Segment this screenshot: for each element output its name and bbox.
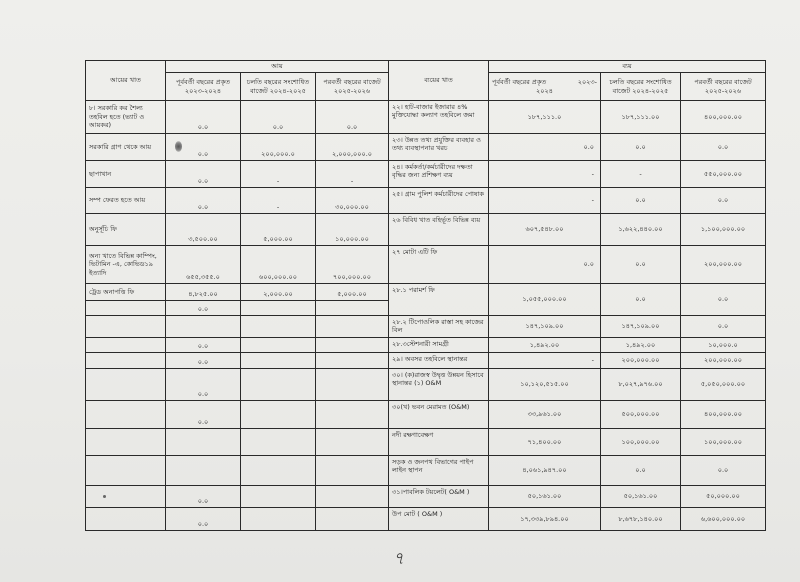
expense-value-text: ১০,১২০,৫১৫.০০: [520, 380, 569, 389]
expense-value-text: ৪০০,০০০.০০: [704, 410, 742, 419]
income-value-text: ০.০: [197, 341, 209, 350]
expense-value: [489, 161, 601, 188]
expense-value: [601, 188, 681, 214]
income-row-label: [86, 161, 166, 188]
income-group: আয়: [271, 62, 283, 71]
col-year: বাজেট ২০২৪-২০২৫: [250, 86, 306, 95]
income-value: [316, 429, 389, 456]
col-title: পরবর্তী বছরের বাজেট: [323, 78, 381, 87]
col-title: চলতি বছরের সংশোধিত: [246, 78, 310, 87]
expense-value-text: -: [639, 169, 642, 178]
expense-value: [489, 508, 601, 531]
expense-value: [489, 246, 601, 284]
col-title: পূর্ববর্তী বছরের প্রকৃত: [492, 78, 547, 87]
expense-value-text: ১,৪৯২.০০: [529, 340, 560, 349]
income-value: [316, 338, 389, 353]
income-value: [166, 284, 241, 301]
income-value: [241, 188, 316, 214]
income-value: [316, 353, 389, 369]
expense-value-text: ১,৬২২,৪৪০.০০: [618, 225, 663, 234]
income-row-label: [86, 134, 166, 161]
expense-value: [489, 486, 601, 508]
col-title: চলতি বছরের সংশোধিত: [609, 78, 672, 87]
expense-value: [681, 161, 766, 188]
income-head: আয়ের খাত: [110, 76, 141, 85]
income-row-label-text: ছাপাখান: [89, 169, 112, 178]
expense-value: [601, 214, 681, 246]
income-row-label: [86, 401, 166, 429]
expense-value-text: ২০০,০০০.০০: [704, 260, 742, 269]
expense-value-text: ১,০৫৫,০০০.০০: [522, 295, 567, 304]
income-value: [316, 486, 389, 508]
expense-value: [681, 456, 766, 486]
expense-value: [681, 429, 766, 456]
expense-value: [489, 353, 601, 369]
income-value-text: -: [276, 202, 280, 211]
expense-row-label: [389, 316, 489, 338]
income-value: [166, 188, 241, 214]
expense-col-next-budget: [681, 73, 766, 101]
expense-value-text: ২০০,০০০.০০: [621, 356, 660, 365]
income-value-text: -: [350, 176, 354, 185]
expense-value-text: ৬০৭,৫৪৮.০০: [525, 225, 564, 234]
income-value-text: ০.০: [197, 496, 209, 505]
col-year: ২০২৩-২০২৪: [184, 86, 222, 95]
expense-value: [601, 353, 681, 369]
income-value: [316, 284, 389, 301]
income-value: [241, 134, 316, 161]
income-value-text: ২,০০০,০০০.০: [331, 149, 372, 158]
income-value: [241, 369, 316, 401]
income-row-label: [86, 456, 166, 486]
income-value: [166, 301, 241, 316]
ink-speck: [103, 495, 106, 498]
income-value-text: ০.০: [272, 122, 284, 131]
income-col-previous-actual: [166, 73, 241, 101]
expense-value-text: ০.০: [717, 466, 729, 475]
expense-value-text: ৫০,০০০.০০: [706, 492, 740, 501]
expense-row-label: [389, 508, 489, 531]
income-row-label-text: ৮। সরকারি কর শৈল্য তহবিল হতে (ভ্যাট ও আয়কর): [89, 104, 145, 130]
expense-row-label-text: সড়ক ও জনপথ বিভাগের পাইপ লাইন স্থাপন: [392, 458, 474, 475]
expense-row-label-text: নদী রক্ষণাবেক্ষণ: [392, 431, 434, 439]
expense-value-text: -: [591, 356, 594, 365]
expense-value: [489, 338, 601, 353]
expense-value-text: -: [591, 196, 594, 205]
expense-row-label: [389, 134, 489, 161]
expense-value: [681, 316, 766, 338]
income-row-label: [86, 508, 166, 531]
income-row-label-text: সরকারি গ্রাণ থেকে আয়: [89, 142, 152, 151]
expense-value: [681, 369, 766, 401]
income-value: [241, 508, 316, 531]
expense-row-label: [389, 284, 489, 316]
expense-value: [681, 246, 766, 284]
expense-head: ব্যয়ের খাত: [424, 76, 453, 85]
income-value-text: -: [276, 176, 280, 185]
income-row-label-text: ট্রেড অনাপত্তি ফি: [89, 287, 135, 296]
income-value: [316, 161, 389, 188]
expense-row-label-text: ২৭ মোটা এটি ফি: [392, 248, 438, 256]
expense-row-label: [389, 456, 489, 486]
income-value: [166, 161, 241, 188]
expense-value: [601, 161, 681, 188]
income-row-label: [86, 338, 166, 353]
income-value-text: ৩,৫০০.০০: [188, 234, 218, 243]
expense-row-label-text: ৩০(খ) ভবন মেরামত (O&M): [392, 403, 470, 411]
expense-value-text: ১৮৭,১১১.০০: [621, 112, 660, 121]
expense-value: [681, 188, 766, 214]
expense-value-text: ১৪৭,১০৯.০০: [525, 322, 564, 331]
income-value-text: ০.০: [197, 389, 209, 398]
expense-value-text: ৫০০,০০০.০০: [621, 410, 660, 419]
col-year: ২০২৫-২০২৬: [333, 86, 371, 95]
expense-row-label: [389, 246, 489, 284]
expense-group: ব্যয়: [622, 62, 632, 71]
expense-value-text: ০.০: [635, 295, 646, 304]
expense-row-label-text: উপ মোট ( O&M ): [392, 510, 443, 518]
income-value-text: ০.০: [197, 417, 209, 426]
expense-row-label-text: ২৪। কর্মকর্তা/কর্মচারীদের দক্ষতা বৃদ্ধির জন্য প্রশিক্ষণ ব্যয়: [392, 163, 473, 180]
expense-value-text: ৩৩,৯৬১.০০: [527, 410, 562, 419]
income-value: [316, 246, 389, 284]
income-value: [241, 401, 316, 429]
income-head-cell: [86, 61, 166, 101]
income-row-label: [86, 284, 166, 301]
income-value: [241, 353, 316, 369]
income-value: [166, 401, 241, 429]
expense-row-label-text: ২৯। অবসর তহবিলে স্থানান্তর: [392, 355, 468, 363]
page-number: ৭: [393, 549, 405, 569]
expense-value-text: ১৭,৩৩৯,৮৯৪.০০: [520, 514, 569, 523]
expense-value: [489, 134, 601, 161]
expense-value-text: ৫৫০,০০০.০০: [704, 169, 742, 178]
expense-value: [601, 134, 681, 161]
income-row-label: [86, 353, 166, 369]
income-row-label: [86, 246, 166, 284]
expense-row-label: [389, 401, 489, 429]
expense-value: [601, 456, 681, 486]
col-year: ২০২৪: [536, 86, 553, 95]
expense-value: [601, 246, 681, 284]
expense-value: [489, 188, 601, 214]
expense-value: [601, 284, 681, 316]
expense-row-label-text: ২৮.১ পরামর্শ ফি: [392, 286, 435, 294]
income-value: [241, 161, 316, 188]
expense-value: [601, 338, 681, 353]
expense-value-text: ৫০,১৬১.০০: [623, 492, 658, 501]
income-row-label-text: সম্প ফেরত হতে আয়: [89, 196, 146, 205]
expense-value: [489, 316, 601, 338]
income-value: [316, 101, 389, 134]
expense-row-label-text: ৩১।পাবলিক টয়লেট( O&M ): [392, 488, 470, 496]
expense-row-label: [389, 188, 489, 214]
expense-value-text: -: [591, 169, 594, 178]
income-col-next-budget: [316, 73, 389, 101]
income-value-text: ০.০: [197, 149, 209, 158]
income-value: [316, 316, 389, 338]
income-value: [316, 508, 389, 531]
expense-value-text: ০.০: [635, 466, 646, 475]
income-value: [241, 101, 316, 134]
income-value: [316, 214, 389, 246]
income-value-text: ৩০,০০০.০০: [335, 202, 369, 211]
income-value-text: ৪,৮২৫.০০: [188, 289, 218, 298]
expense-value-text: ০.০: [717, 142, 729, 151]
expense-value: [489, 456, 601, 486]
expense-value: [489, 101, 601, 134]
expense-value-text: ১০,০০০.০: [708, 340, 738, 349]
expense-value: [681, 338, 766, 353]
expense-value: [681, 353, 766, 369]
income-value-text: ০.০: [197, 304, 209, 313]
expense-value-text: ০.০: [717, 196, 729, 205]
income-value: [166, 101, 241, 134]
income-value-text: ২০০,০০০.০: [261, 149, 295, 158]
income-value: [241, 338, 316, 353]
expense-value-text: ০.০: [635, 142, 646, 151]
expense-value: [601, 316, 681, 338]
income-value: [166, 214, 241, 246]
income-value-text: ১০,০০০.০০: [335, 234, 369, 243]
income-value-text: ২,০০০.০০: [263, 289, 293, 298]
income-value-text: ৬০০,০০০.০০: [259, 272, 297, 281]
expense-value-text: ৪,০৬১,৯৪৭.০০: [522, 466, 567, 475]
expense-value: [489, 429, 601, 456]
income-value-text: ০.০: [197, 519, 209, 528]
expense-value: [681, 508, 766, 531]
expense-row-label-text: ২২। হাট-বাজার ইজারার ৪% মুক্তিযোদ্ধা কল্যাণ তহবিলে জমা: [392, 103, 475, 120]
expense-value-text: ৭১,৪০০.০০: [527, 437, 562, 446]
expense-head-cell: [389, 61, 489, 101]
expense-row-label: [389, 429, 489, 456]
expense-value: [601, 101, 681, 134]
expense-value-text: ১৮৭,১১১.০: [527, 112, 562, 121]
income-value: [166, 429, 241, 456]
income-value: [241, 301, 316, 316]
income-value: [241, 246, 316, 284]
expense-value-text: ১,১০০,০০০.০০: [700, 225, 746, 234]
income-value: [166, 508, 241, 531]
expense-value: [681, 134, 766, 161]
expense-value-text: ১০০,০০০.০০: [704, 437, 742, 446]
expense-value: [601, 401, 681, 429]
expense-value: [681, 486, 766, 508]
expense-value: [681, 284, 766, 316]
expense-row-label: [389, 161, 489, 188]
income-value: [316, 301, 389, 316]
expense-value-text: ১,৪৯২.০০: [625, 340, 656, 349]
income-value: [316, 401, 389, 429]
income-row-label: [86, 369, 166, 401]
income-row-label: [86, 214, 166, 246]
income-value: [316, 188, 389, 214]
income-value-text: ০.০: [197, 357, 209, 366]
expense-value-text: ০.০: [635, 260, 646, 269]
expense-col-current-revised: [601, 73, 681, 101]
expense-value-text: ০.০: [583, 260, 594, 269]
expense-value: [601, 369, 681, 401]
income-value: [166, 486, 241, 508]
expense-value: [489, 214, 601, 246]
expense-value: [681, 214, 766, 246]
income-col-current-revised: [241, 73, 316, 101]
income-row-label-text: অনুর্সূচি ফি: [89, 225, 117, 234]
income-value: [316, 134, 389, 161]
income-row-label: [86, 101, 166, 134]
income-row-label-text: অন্য খাতে বিভিন্ন কাম্পিং, ভিটামিন -এ, কোভিড১৯ ইত্যাদি: [89, 251, 157, 277]
expense-value-text: ০.০: [717, 322, 729, 331]
col-year: ২০২৫-২০২৬: [704, 86, 742, 95]
income-value-text: ০.০: [197, 202, 209, 211]
expense-value-text: ৬,৬০০,০০০.০০: [700, 514, 746, 523]
col-year-start: ২০২৩-: [577, 78, 597, 87]
expense-row-label: [389, 214, 489, 246]
col-year: বাজেট ২০২৪-২০২৫: [612, 86, 669, 95]
expense-value-text: ৮,০২৭,৯৭৬.০০: [618, 380, 663, 389]
expense-group-cell: [489, 61, 766, 73]
expense-row-label: [389, 486, 489, 508]
expense-row-label-text: ৩০। (ক)রাজস্ব উদ্বৃত্ত উন্নয়ন হিসাবে স্থানান্তর (১) O&M: [392, 371, 484, 388]
income-group-cell: [166, 61, 389, 73]
income-value: [166, 316, 241, 338]
income-value: [316, 369, 389, 401]
income-value-text: ০.০: [197, 176, 209, 185]
col-title: পরবর্তী বছরের বাজেট: [694, 78, 752, 87]
expense-value-text: ৪০০,০০০.০০: [704, 112, 742, 121]
expense-value: [489, 401, 601, 429]
expense-row-label: [389, 101, 489, 134]
expense-row-label: [389, 369, 489, 401]
expense-value: [681, 401, 766, 429]
expense-value-text: ১৪৭,১০৯.০০: [621, 322, 660, 331]
expense-value: [681, 101, 766, 134]
income-row-label: [86, 429, 166, 456]
income-value: [241, 456, 316, 486]
expense-value-text: ৫,০৫০,০০০.০০: [700, 380, 746, 389]
income-value: [241, 486, 316, 508]
expense-value-text: ১০০,০০০.০০: [621, 437, 660, 446]
income-value-text: ৬৫৫,৩৫৫.০: [186, 272, 220, 281]
expense-value-text: ৫০,১৬১.০০: [527, 492, 562, 501]
income-value: [241, 316, 316, 338]
income-value: [166, 353, 241, 369]
expense-value-text: ০.০: [583, 142, 594, 151]
income-value: [166, 369, 241, 401]
expense-row-label-text: ২৬ বিবিধ খাত বহির্ভূত বিভিন্ন ব্যয়: [392, 216, 481, 224]
income-value-text: ৫,০০০.০০: [263, 234, 293, 243]
ink-smudge: [175, 141, 182, 152]
expense-value-text: ২০০,০০০.০০: [704, 356, 742, 365]
income-value: [166, 246, 241, 284]
col-title: পূর্ববর্তী বছরের প্রকৃত: [175, 78, 231, 87]
expense-value-text: ০.০: [635, 196, 646, 205]
expense-row-label: [389, 338, 489, 353]
expense-value: [489, 284, 601, 316]
expense-value: [601, 486, 681, 508]
income-row-label: [86, 188, 166, 214]
income-value: [241, 214, 316, 246]
expense-row-label-text: ২৮.৩স্টেশনারী সামগ্রী: [392, 340, 449, 348]
income-value: [166, 456, 241, 486]
income-value-text: ০.০: [346, 122, 358, 131]
budget-table: [85, 60, 766, 531]
expense-row-label-text: ২৮.২ টিপোওলিক রাস্তা সহ কাজের বিল: [392, 318, 484, 335]
expense-value: [489, 369, 601, 401]
income-value-text: ৫,০০০.০০: [337, 289, 367, 298]
income-row-label: [86, 301, 166, 316]
expense-col-previous-actual: [489, 73, 601, 101]
expense-row-label: [389, 353, 489, 369]
income-value-text: ০.০: [197, 122, 209, 131]
expense-row-label-text: ২৩। উন্নত তথ্য প্রযুক্তির ব্যবহার ও তথ্য ব্যবস্থাপনার খরচ: [392, 136, 481, 153]
expense-value: [601, 508, 681, 531]
income-value-text: ৭০০,০০০.০০: [333, 272, 371, 281]
expense-value: [601, 429, 681, 456]
income-row-label: [86, 316, 166, 338]
income-value: [241, 284, 316, 301]
expense-value-text: ৮,৬৭৮,১৪০.০০: [618, 514, 663, 523]
income-value: [166, 338, 241, 353]
expense-row-label-text: ২৫। গ্রাম পুলিশ কর্মচারীদের পোষাক: [392, 190, 484, 198]
income-value: [241, 429, 316, 456]
income-value: [316, 456, 389, 486]
expense-value-text: ০.০: [717, 295, 729, 304]
income-row-label: [86, 486, 166, 508]
